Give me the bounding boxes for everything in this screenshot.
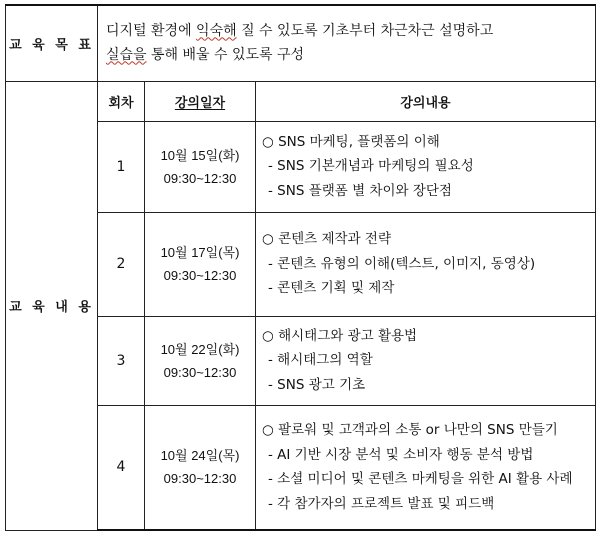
- session-title: ○ 팔로워 및 고객과의 소통 or 나만의 SNS 만들기: [262, 422, 558, 439]
- session-item: - 콘텐츠 유형의 이해(텍스트, 이미지, 동영상): [268, 255, 536, 272]
- session-title: ○ SNS 마케팅, 플랫폼의 이해: [262, 133, 440, 150]
- session-date: 10월 22일(화) 09:30~12:30: [145, 316, 256, 405]
- goal-line-1: 디지털 환경에 익숙해 질 수 있도록 기초부터 차근차근 설명하고: [106, 23, 494, 40]
- session-round: 1: [98, 121, 145, 212]
- session-content: [256, 212, 596, 316]
- session-content: [256, 121, 596, 212]
- session-item: - SNS 플랫폼 별 차이와 장단점: [268, 182, 452, 199]
- goal-text: [98, 5, 596, 81]
- header-row: [6, 81, 596, 121]
- session-item: - 해시태그의 역할: [268, 352, 373, 369]
- session-date: 10월 15일(화) 09:30~12:30: [145, 121, 256, 212]
- session-title: ○ 콘텐츠 제작과 전략: [262, 231, 391, 248]
- session-content: [256, 316, 596, 405]
- session-item: - 소셜 미디어 및 콘텐츠 마케팅을 위한 AI 활용 사례: [268, 471, 573, 488]
- session-date: 10월 17일(목) 09:30~12:30: [145, 212, 256, 316]
- course-table: [5, 4, 596, 531]
- session-item: - AI 기반 시장 분석 및 소비자 행동 분석 방법: [268, 446, 534, 463]
- session-item: - 콘텐츠 기획 및 제작: [268, 280, 395, 297]
- content-label: 교 육 내 용: [6, 81, 98, 530]
- header-round: 회차: [98, 81, 145, 121]
- session-content: [256, 405, 596, 530]
- session-round: 4: [98, 405, 145, 530]
- goal-row: [6, 5, 596, 81]
- session-title: ○ 해시태그와 광고 활용법: [262, 327, 418, 344]
- session-item: - 각 참가자의 프로젝트 발표 및 피드백: [268, 495, 495, 512]
- header-date: 강의일자: [145, 81, 256, 121]
- session-item: - SNS 광고 기초: [268, 376, 366, 393]
- header-content: 강의내용: [256, 81, 596, 121]
- session-item: - SNS 기본개념과 마케팅의 필요성: [268, 158, 474, 175]
- goal-label: 교 육 목 표: [6, 5, 98, 81]
- goal-line-2: 실습을 통해 배울 수 있도록 구성: [106, 47, 305, 64]
- session-date: 10월 24일(목) 09:30~12:30: [145, 405, 256, 530]
- session-round: 3: [98, 316, 145, 405]
- session-round: 2: [98, 212, 145, 316]
